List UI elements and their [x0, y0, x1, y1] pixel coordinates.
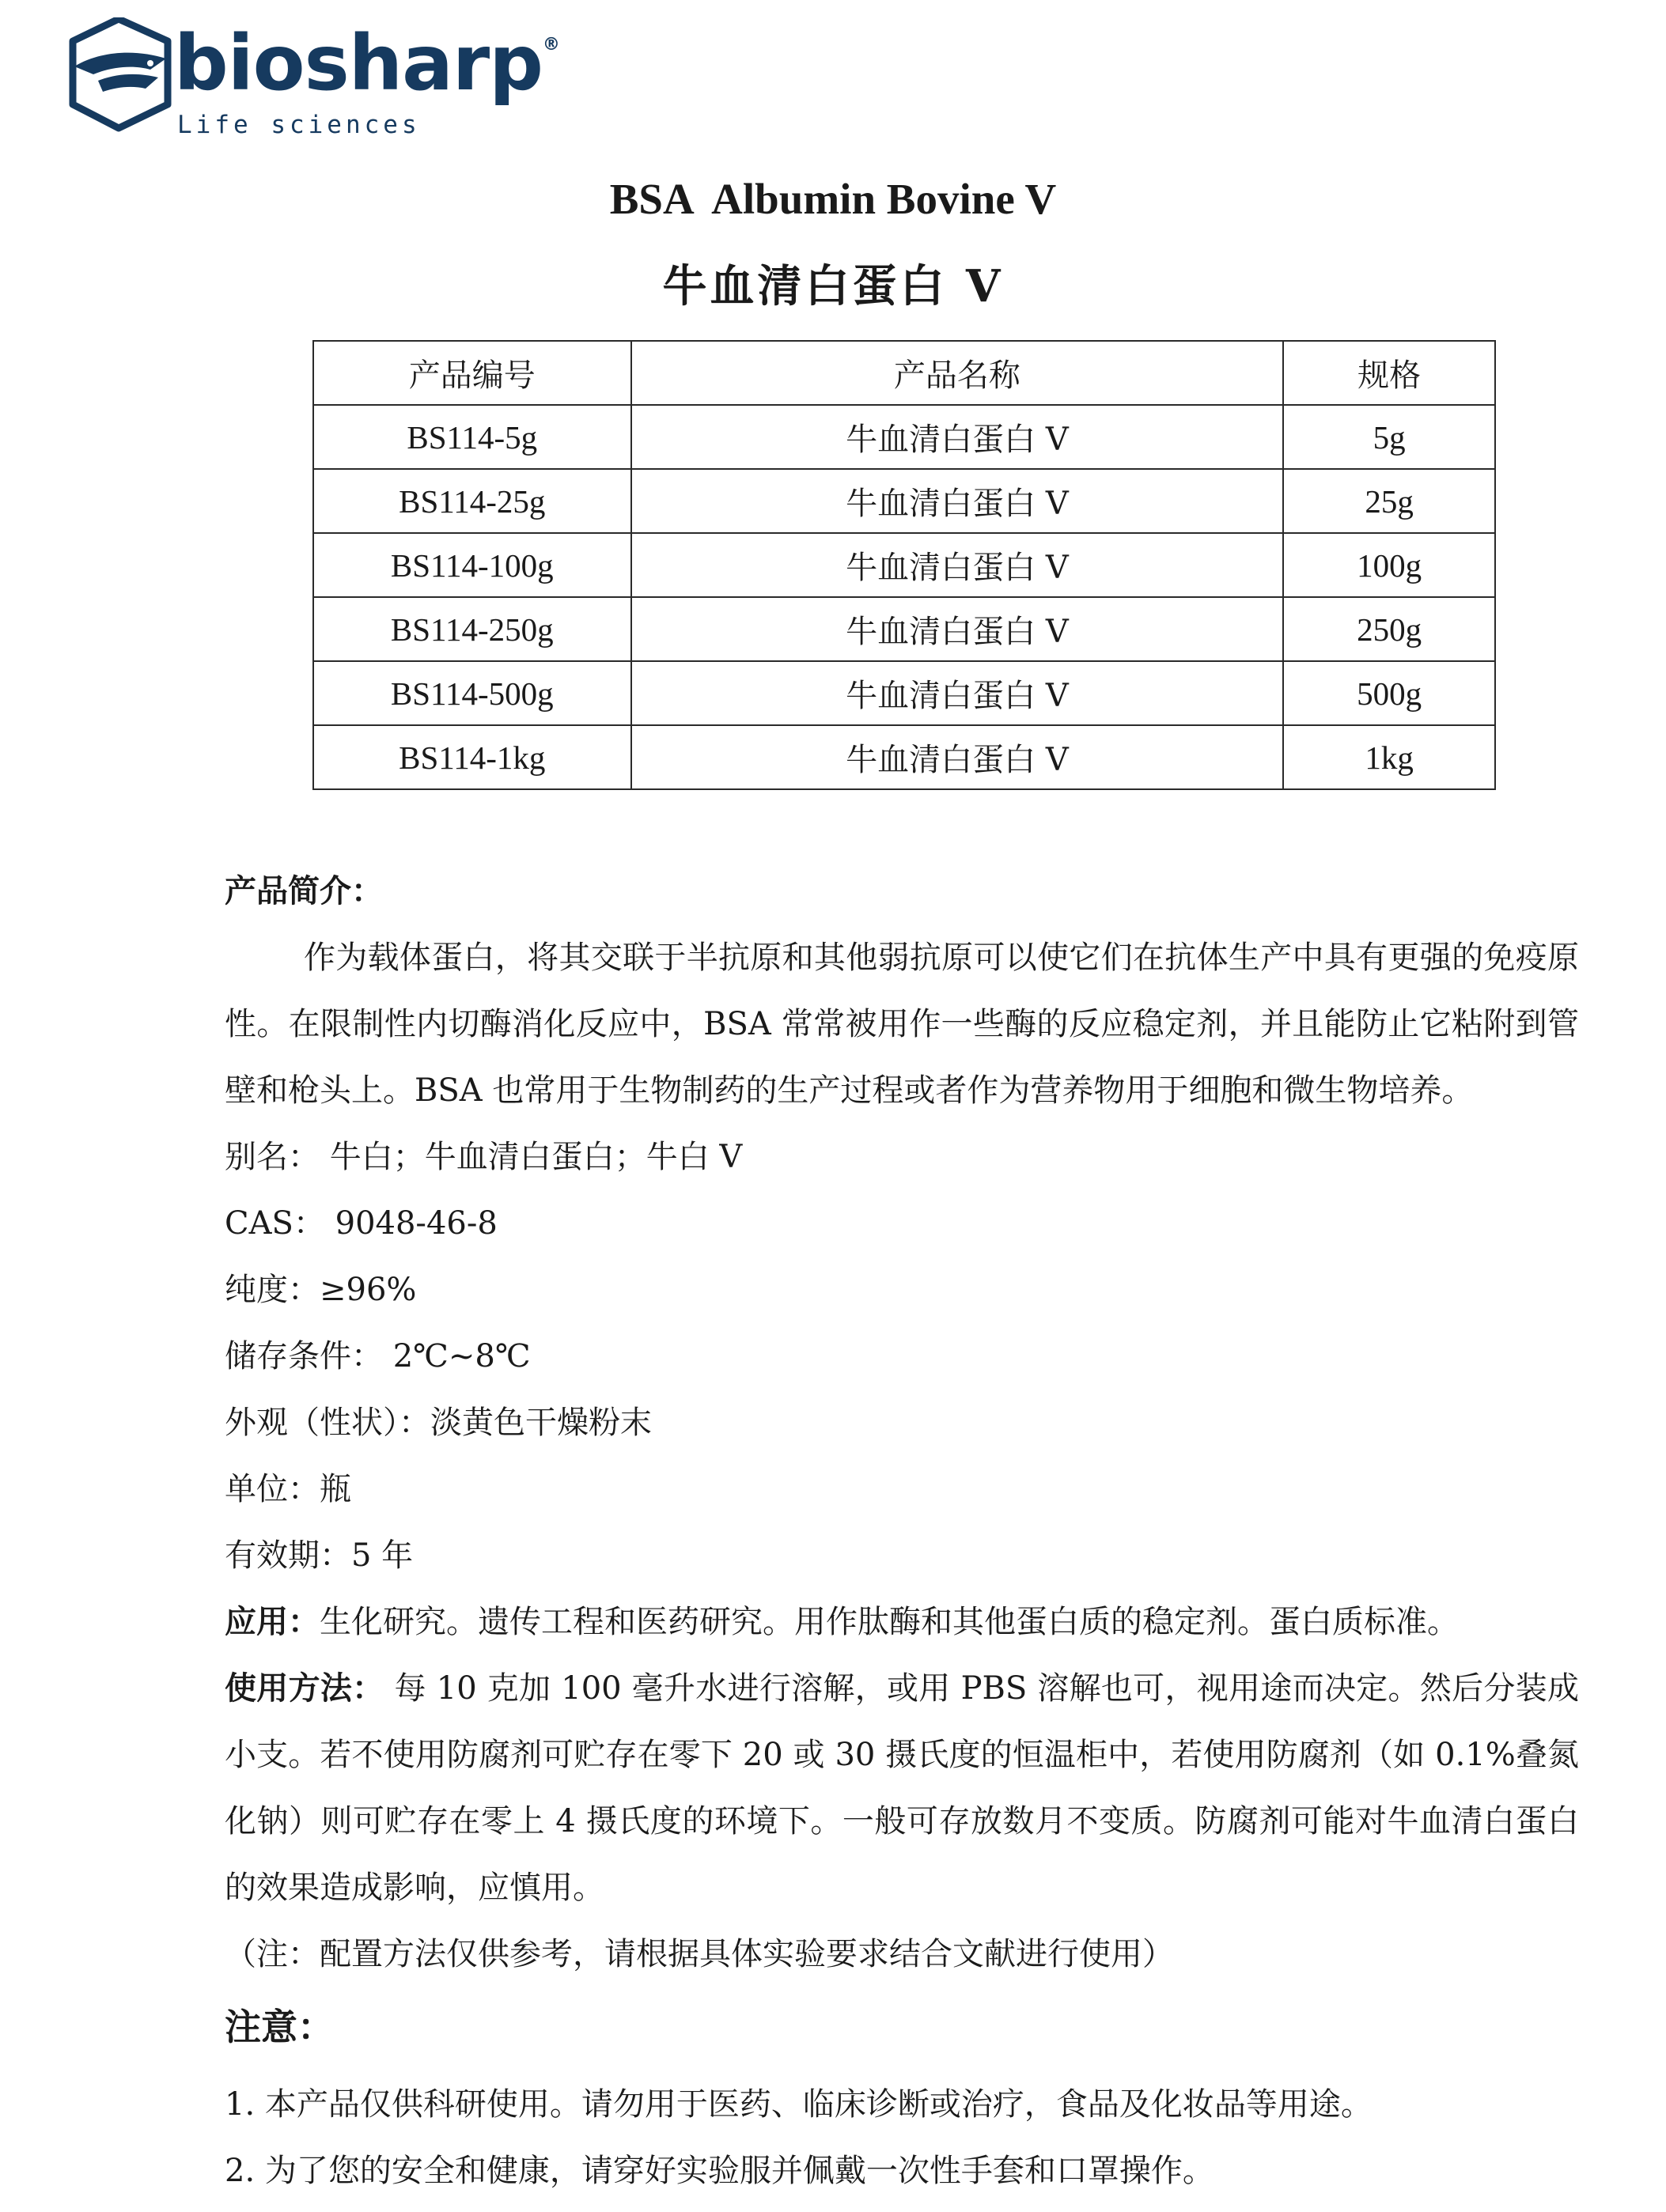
table-row — [313, 725, 1495, 789]
product-table — [312, 340, 1496, 790]
table-header-row — [313, 341, 1495, 405]
property-label: 有效期： — [225, 1537, 351, 1574]
property-value: 瓶 — [320, 1471, 351, 1507]
table-row — [313, 533, 1495, 597]
property-value: 9048-46-8 — [335, 1205, 498, 1242]
cell-spec: 500g — [1283, 661, 1495, 725]
cell-spec: 1kg — [1283, 725, 1495, 789]
cell-product-name: 牛血清白蛋白 V — [631, 405, 1284, 469]
property-shelf-life — [225, 1522, 1579, 1589]
property-unit — [225, 1456, 1579, 1522]
usage-note: （注：配置方法仅供参考，请根据具体实验要求结合文献进行使用） — [225, 1936, 1174, 1972]
property-storage — [225, 1323, 1579, 1390]
property-label: 单位： — [225, 1471, 320, 1507]
cell-spec: 250g — [1283, 597, 1495, 661]
cell-product-code: BS114-250g — [313, 597, 631, 661]
table-row — [313, 597, 1495, 661]
header-product-name: 产品名称 — [631, 341, 1284, 405]
application-label: 应用： — [225, 1603, 320, 1640]
property-appearance — [225, 1390, 1579, 1456]
notice-list — [225, 2071, 1579, 2204]
cell-product-code: BS114-5g — [313, 405, 631, 469]
cell-product-code: BS114-100g — [313, 533, 631, 597]
property-value: 5 年 — [351, 1537, 414, 1574]
property-value: 淡黄色干燥粉末 — [430, 1405, 652, 1441]
usage-paragraph — [225, 1655, 1579, 1921]
list-item: 1. 本产品仅供科研使用。请勿用于医药、临床诊断或治疗，食品及化妆品等用途。 — [225, 2086, 1373, 2123]
table-row — [313, 469, 1495, 533]
table-row — [313, 661, 1495, 725]
property-label: 外观（性状）： — [225, 1405, 430, 1441]
brand-logo — [57, 17, 559, 144]
cell-product-name: 牛血清白蛋白 V — [631, 597, 1284, 661]
header-spec: 规格 — [1283, 341, 1495, 405]
intro-heading: 产品简介： — [225, 872, 383, 909]
table-row — [313, 405, 1495, 469]
property-label: CAS： — [225, 1205, 325, 1242]
property-label: 纯度： — [225, 1272, 320, 1308]
property-value: 牛白；牛血清白蛋白；牛白 V — [329, 1139, 743, 1175]
registered-mark: ® — [542, 35, 559, 55]
cell-spec: 25g — [1283, 469, 1495, 533]
usage-label: 使用方法： — [225, 1669, 384, 1707]
property-alias — [225, 1124, 1579, 1190]
page-title-cn: 牛血清白蛋白 V — [662, 260, 1004, 312]
brand-tagline: Life sciences — [177, 111, 421, 139]
property-purity — [225, 1257, 1579, 1323]
application-line — [225, 1589, 1579, 1655]
property-label: 别名： — [225, 1139, 320, 1175]
cell-product-code: BS114-500g — [313, 661, 631, 725]
document-body — [225, 858, 1579, 2204]
application-text: 生化研究。遗传工程和医药研究。用作肽酶和其他蛋白质的稳定剂。蛋白质标准。 — [320, 1604, 1459, 1640]
property-value: ≥96% — [320, 1272, 417, 1308]
cell-product-code: BS114-1kg — [313, 725, 631, 789]
cell-product-name: 牛血清白蛋白 V — [631, 533, 1284, 597]
intro-paragraph: 作为载体蛋白，将其交联于半抗原和其他弱抗原可以使它们在抗体生产中具有更强的免疫原性。在限制性内切酶消化反应中，BSA 常常被用作一些酶的反应稳定剂，并且能防止它粘附到管壁和枪头上。BSA 也常用于生物制药的生产过程或者作为营养物用于细胞和微生物培养。 — [225, 940, 1579, 1109]
notice-heading: 注意： — [225, 2006, 334, 2048]
brand-name: biosharp® — [174, 19, 559, 108]
cell-spec: 5g — [1283, 405, 1495, 469]
property-value: 2℃~8℃ — [392, 1338, 531, 1374]
cell-product-code: BS114-25g — [313, 469, 631, 533]
cell-product-name: 牛血清白蛋白 V — [631, 661, 1284, 725]
cell-spec: 100g — [1283, 533, 1495, 597]
property-label: 储存条件： — [225, 1338, 383, 1374]
list-item: 2. 为了您的安全和健康，请穿好实验服并佩戴一次性手套和口罩操作。 — [225, 2153, 1214, 2189]
header-product-code: 产品编号 — [313, 341, 631, 405]
page-title-en: BSA Albumin Bovine V — [609, 175, 1057, 223]
cell-product-name: 牛血清白蛋白 V — [631, 469, 1284, 533]
property-cas — [225, 1190, 1579, 1257]
cell-product-name: 牛血清白蛋白 V — [631, 725, 1284, 789]
usage-text: 每 10 克加 100 毫升水进行溶解，或用 PBS 溶解也可，视用途而决定。然后分装成小支。若不使用防腐剂可贮存在零下 20 或 30 摄氏度的恒温柜中，若使用防腐剂（如 0.1%叠氮化钠）则可贮存在零上 4 摄氏度的环境下。一般可存放数月不变质。防腐剂可能对牛血清白蛋白的效果造成影响，应慎用。 — [225, 1670, 1580, 1906]
